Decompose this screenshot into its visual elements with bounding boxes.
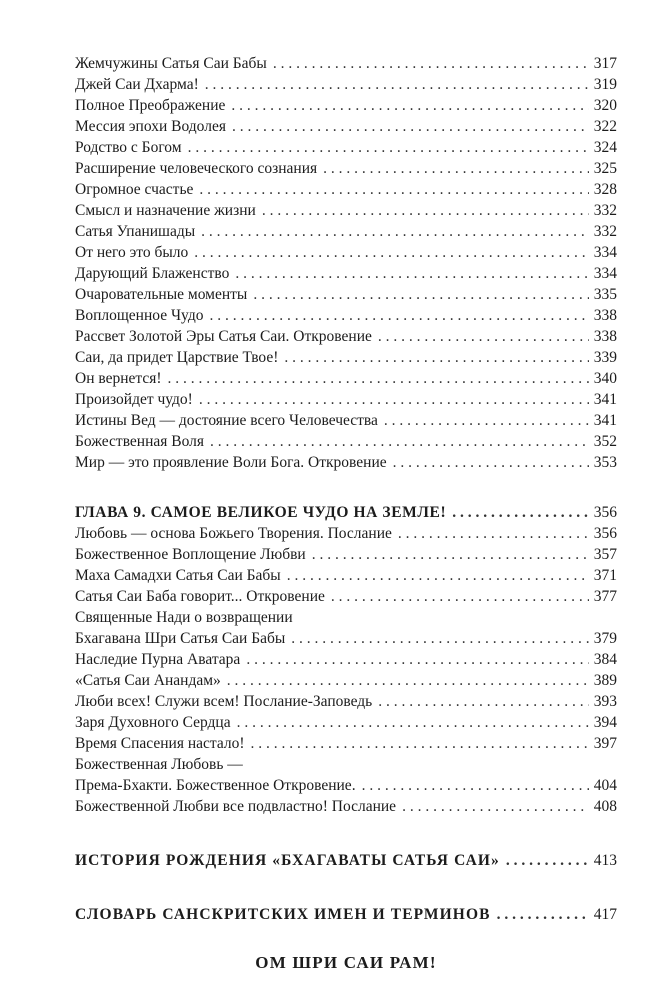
toc-section-chapter9 bbox=[75, 523, 617, 817]
dot-leader bbox=[452, 502, 589, 523]
toc-entry-title: Священные Нади о возвращении bbox=[75, 609, 293, 626]
dot-leader bbox=[251, 733, 589, 754]
toc-glossary-heading[interactable] bbox=[75, 904, 617, 925]
toc-entry-title: Дарующий Блаженство bbox=[75, 265, 230, 282]
toc-entry-title: Расширение человеческого сознания bbox=[75, 160, 318, 177]
toc-entry[interactable] bbox=[75, 586, 617, 607]
dot-leader bbox=[199, 389, 589, 410]
toc-entry-page: 317 bbox=[593, 55, 617, 72]
section-spacer bbox=[75, 817, 617, 850]
toc-section-chapter8-continued bbox=[75, 53, 617, 473]
toc-entry-page: 404 bbox=[593, 777, 617, 794]
toc-entry-title: Божественная Воля bbox=[75, 433, 205, 450]
toc-entry-title: Время Спасения настало! bbox=[75, 735, 245, 752]
toc-entry[interactable] bbox=[75, 775, 617, 796]
toc-entry-title: ИСТОРИЯ РОЖДЕНИЯ «БХАГАВАТЫ САТЬЯ САИ» bbox=[75, 852, 500, 869]
section-spacer bbox=[75, 871, 617, 904]
toc-entry-page: 335 bbox=[593, 286, 617, 303]
toc-entry-page: 356 bbox=[593, 525, 617, 542]
dot-leader bbox=[287, 565, 589, 586]
toc-entry[interactable] bbox=[75, 691, 617, 712]
dot-leader bbox=[237, 712, 589, 733]
toc-entry[interactable] bbox=[75, 284, 617, 305]
toc-entry-page: 371 bbox=[593, 567, 617, 584]
toc-entry[interactable] bbox=[75, 179, 617, 200]
toc-entry-page: 341 bbox=[593, 412, 617, 429]
dot-leader bbox=[398, 523, 589, 544]
toc-entry-title: «Сатья Саи Анандам» bbox=[75, 672, 221, 689]
toc-entry-title: Родство с Богом bbox=[75, 139, 182, 156]
toc-entry-title: Маха Самадхи Сатья Саи Бабы bbox=[75, 567, 281, 584]
dot-leader bbox=[312, 544, 589, 565]
toc-entry-title: От него это было bbox=[75, 244, 189, 261]
dot-leader bbox=[402, 796, 589, 817]
toc-entry-title: Любовь — основа Божьего Творения. Послание bbox=[75, 525, 392, 542]
toc-entry[interactable] bbox=[75, 326, 617, 347]
dot-leader bbox=[210, 431, 589, 452]
toc-entry[interactable] bbox=[75, 74, 617, 95]
toc-entry[interactable] bbox=[75, 53, 617, 74]
dot-leader bbox=[362, 775, 589, 796]
toc-entry-page: 384 bbox=[593, 651, 617, 668]
toc-entry-title: Истины Вед — достояние всего Человечества bbox=[75, 412, 378, 429]
toc-entry-page: 338 bbox=[593, 307, 617, 324]
toc-entry[interactable] bbox=[75, 754, 617, 775]
toc-entry-title: Произойдет чудо! bbox=[75, 391, 193, 408]
toc-entry-page: 324 bbox=[593, 139, 617, 156]
dot-leader bbox=[194, 242, 589, 263]
dot-leader bbox=[235, 263, 589, 284]
toc-entry-page: 413 bbox=[593, 852, 617, 869]
dot-leader bbox=[168, 368, 589, 389]
toc-entry-title: Жемчужины Сатья Саи Бабы bbox=[75, 55, 267, 72]
dot-leader bbox=[188, 137, 589, 158]
toc-entry-page: 334 bbox=[593, 265, 617, 282]
toc-entry-title: Бхагавана Шри Сатья Саи Бабы bbox=[75, 630, 286, 647]
toc-entry-title: Сатья Упанишады bbox=[75, 223, 196, 240]
toc-entry-title: Полное Преображение bbox=[75, 97, 226, 114]
dot-leader bbox=[378, 691, 589, 712]
toc-entry-title: Божественной Любви все подвластно! Послание bbox=[75, 798, 397, 815]
toc-entry-page: 332 bbox=[593, 223, 617, 240]
toc-entry[interactable] bbox=[75, 95, 617, 116]
toc-entry-page: 328 bbox=[593, 181, 617, 198]
toc-entry-title: Очаровательные моменты bbox=[75, 286, 248, 303]
toc-entry-title: Према-Бхакти. Божественное Откровение. bbox=[75, 777, 356, 794]
toc-entry[interactable] bbox=[75, 137, 617, 158]
toc-entry-page: 340 bbox=[593, 370, 617, 387]
toc-entry-title: Сатья Саи Баба говорит... Откровение bbox=[75, 588, 325, 605]
dot-leader bbox=[393, 452, 589, 473]
dot-leader bbox=[201, 221, 589, 242]
toc-entry-title: Мессия эпохи Водолея bbox=[75, 118, 226, 135]
toc-history-heading[interactable] bbox=[75, 850, 617, 871]
dot-leader bbox=[331, 586, 589, 607]
toc-entry-title: Смысл и назначение жизни bbox=[75, 202, 256, 219]
toc-entry-page: 334 bbox=[593, 244, 617, 261]
toc-entry-page: 394 bbox=[593, 714, 617, 731]
dot-leader bbox=[291, 628, 589, 649]
toc-chapter-9-heading[interactable] bbox=[75, 502, 617, 523]
toc-entry[interactable] bbox=[75, 712, 617, 733]
toc-entry[interactable] bbox=[75, 116, 617, 137]
toc-entry-title: Джей Саи Дхарма! bbox=[75, 76, 199, 93]
toc-entry-page: 397 bbox=[593, 735, 617, 752]
toc-entry[interactable] bbox=[75, 565, 617, 586]
dot-leader bbox=[284, 347, 589, 368]
toc-entry-page: 320 bbox=[593, 97, 617, 114]
table-of-contents bbox=[75, 53, 617, 973]
dot-leader bbox=[199, 179, 589, 200]
toc-entry-page: 352 bbox=[593, 433, 617, 450]
toc-entry-title: Воплощенное Чудо bbox=[75, 307, 204, 324]
toc-entry-page: 341 bbox=[593, 391, 617, 408]
toc-entry-title: СЛОВАРЬ САНСКРИТСКИХ ИМЕН И ТЕРМИНОВ bbox=[75, 906, 491, 923]
toc-entry[interactable] bbox=[75, 649, 617, 670]
toc-entry[interactable] bbox=[75, 733, 617, 754]
toc-entry[interactable] bbox=[75, 200, 617, 221]
toc-entry-page: 339 bbox=[593, 349, 617, 366]
toc-entry-title: Саи, да придет Царствие Твое! bbox=[75, 349, 279, 366]
toc-entry[interactable] bbox=[75, 389, 617, 410]
toc-entry[interactable] bbox=[75, 410, 617, 431]
toc-entry-page: 379 bbox=[593, 630, 617, 647]
toc-entry-page: 393 bbox=[593, 693, 617, 710]
toc-entry-page: 322 bbox=[593, 118, 617, 135]
toc-entry[interactable] bbox=[75, 670, 617, 691]
dot-leader bbox=[273, 53, 589, 74]
toc-entry-page: 408 bbox=[593, 798, 617, 815]
toc-entry[interactable] bbox=[75, 452, 617, 473]
toc-entry-page: 389 bbox=[593, 672, 617, 689]
dot-leader bbox=[262, 200, 589, 221]
dot-leader bbox=[253, 284, 589, 305]
toc-entry-page: 417 bbox=[593, 906, 617, 923]
toc-entry[interactable] bbox=[75, 305, 617, 326]
toc-entry[interactable] bbox=[75, 796, 617, 817]
toc-entry-page: 356 bbox=[593, 504, 617, 521]
toc-entry[interactable] bbox=[75, 263, 617, 284]
dot-leader bbox=[205, 74, 589, 95]
dot-leader bbox=[231, 95, 589, 116]
dot-leader bbox=[227, 670, 589, 691]
toc-entry-page: 332 bbox=[593, 202, 617, 219]
closing-mantra: ОМ ШРИ САИ РАМ! bbox=[255, 953, 437, 972]
toc-entry-title: ГЛАВА 9. САМОЕ ВЕЛИКОЕ ЧУДО НА ЗЕМЛЕ! bbox=[75, 504, 447, 521]
toc-entry-page: 353 bbox=[593, 454, 617, 471]
toc-entry[interactable] bbox=[75, 221, 617, 242]
toc-entry[interactable] bbox=[75, 368, 617, 389]
toc-entry[interactable] bbox=[75, 628, 617, 649]
toc-entry-title: Мир — это проявление Воли Бога. Откровение bbox=[75, 454, 387, 471]
dot-leader bbox=[209, 305, 589, 326]
toc-entry-title: Божественная Любовь — bbox=[75, 756, 243, 773]
toc-entry-title: Огромное счастье bbox=[75, 181, 194, 198]
toc-entry-page: 325 bbox=[593, 160, 617, 177]
toc-entry[interactable] bbox=[75, 431, 617, 452]
dot-leader bbox=[323, 158, 589, 179]
dot-leader bbox=[506, 850, 589, 871]
toc-entry[interactable] bbox=[75, 158, 617, 179]
toc-entry-page: 338 bbox=[593, 328, 617, 345]
dot-leader bbox=[384, 410, 589, 431]
dot-leader bbox=[232, 116, 589, 137]
dot-leader bbox=[378, 326, 589, 347]
toc-entry[interactable] bbox=[75, 523, 617, 544]
toc-entry-title: Он вернется! bbox=[75, 370, 162, 387]
toc-entry[interactable] bbox=[75, 242, 617, 263]
toc-entry-page: 377 bbox=[593, 588, 617, 605]
toc-entry-title: Люби всех! Служи всем! Послание-Заповедь bbox=[75, 693, 373, 710]
section-spacer bbox=[75, 473, 617, 502]
toc-entry-title: Божественное Воплощение Любви bbox=[75, 546, 306, 563]
toc-entry[interactable] bbox=[75, 607, 617, 628]
toc-entry-title: Наследие Пурна Аватара bbox=[75, 651, 241, 668]
toc-entry-page: 319 bbox=[593, 76, 617, 93]
toc-entry[interactable] bbox=[75, 544, 617, 565]
toc-entry[interactable] bbox=[75, 347, 617, 368]
toc-entry-page: 357 bbox=[593, 546, 617, 563]
dot-leader bbox=[497, 904, 589, 925]
toc-entry-title: Заря Духовного Сердца bbox=[75, 714, 231, 731]
dot-leader bbox=[246, 649, 589, 670]
toc-entry-title: Рассвет Золотой Эры Сатья Саи. Откровение bbox=[75, 328, 372, 345]
